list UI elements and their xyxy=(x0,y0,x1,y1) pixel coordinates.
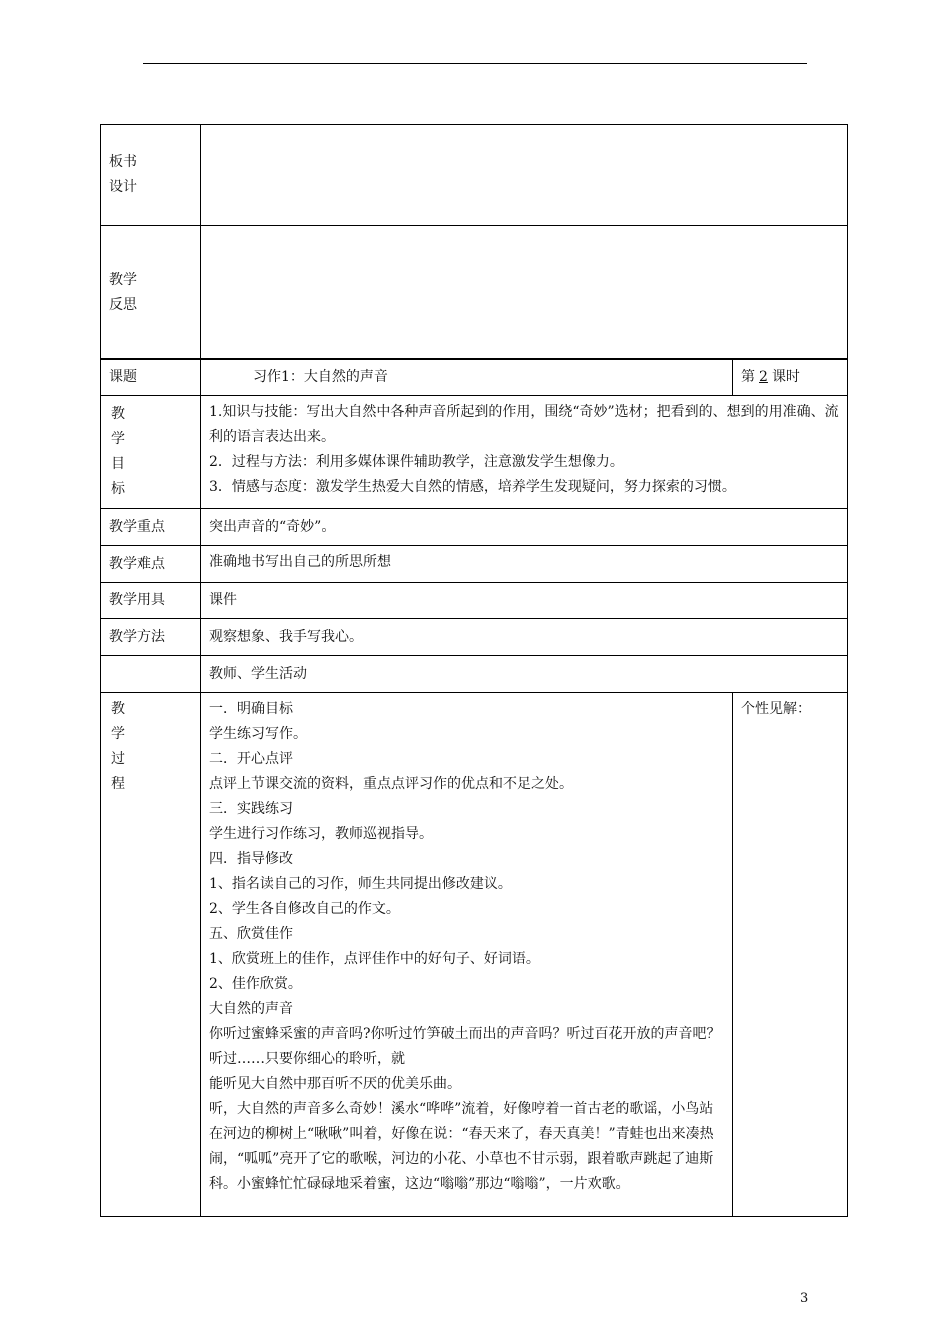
reflection-row xyxy=(101,226,848,360)
period-cell: 第 2 课时 xyxy=(733,359,848,396)
process-line: 2、学生各自修改自己的作文。 xyxy=(209,901,400,917)
objective-item: 2．过程与方法：利用多媒体课件辅助教学，注意激发学生想像力。 xyxy=(209,454,624,470)
objectives-label: 教 学 目 标 xyxy=(101,396,201,509)
board-design-label: 板书 设计 xyxy=(101,125,201,226)
process-line: 1、欣赏班上的佳作，点评佳作中的好句子、好词语。 xyxy=(209,951,540,967)
process-line: 三．实践练习 xyxy=(209,801,293,817)
objective-item: 3．情感与态度：激发学生热爱大自然的情感，培养学生发现疑问，努力探索的习惯。 xyxy=(209,479,736,495)
activity-header-row xyxy=(101,656,848,693)
process-line: 2、佳作欣赏。 xyxy=(209,976,302,992)
essay-paragraph: 能听见大自然中那百听不厌的优美乐曲。 xyxy=(209,1076,461,1092)
reflection-content xyxy=(201,226,848,360)
method-row xyxy=(101,619,848,656)
activity-header-label xyxy=(101,656,201,693)
reflection-label: 教学 反思 xyxy=(101,226,201,360)
process-content xyxy=(201,693,733,1217)
method-value: 观察想象、我手写我心。 xyxy=(201,619,848,656)
period-number: 2 xyxy=(759,368,768,385)
process-line: 学生练习写作。 xyxy=(209,726,307,742)
page-number: 3 xyxy=(800,1291,809,1306)
objectives-content xyxy=(201,396,848,509)
process-line: 四．指导修改 xyxy=(209,851,293,867)
personal-insight-cell xyxy=(733,693,848,1217)
difficulty-value: 准确地书写出自己的所思所想 xyxy=(201,546,848,583)
difficulty-row xyxy=(101,546,848,583)
board-design-content xyxy=(201,125,848,226)
objective-item: 1.知识与技能：写出大自然中各种声音所起到的作用，围绕“奇妙”选材；把看到的、想到的用准确、流利的语言表达出来。 xyxy=(209,404,839,445)
process-line: 1、指名读自己的习作，师生共同提出修改建议。 xyxy=(209,876,512,892)
tools-label: 教学用具 xyxy=(101,583,201,619)
process-line: 五、欣赏佳作 xyxy=(209,926,293,942)
difficulty-label: 教学难点 xyxy=(101,546,201,583)
process-line: 一．明确目标 xyxy=(209,701,293,717)
key-point-label: 教学重点 xyxy=(101,509,201,546)
activity-header-value: 教师、学生活动 xyxy=(201,656,848,693)
essay-title: 大自然的声音 xyxy=(209,1001,293,1017)
topic-row xyxy=(101,359,848,396)
tools-row xyxy=(101,583,848,619)
personal-insight-label: 个性见解： xyxy=(741,701,812,717)
lesson-plan-table xyxy=(100,358,848,1217)
tools-value: 课件 xyxy=(201,583,848,619)
process-row xyxy=(101,693,848,1217)
process-line: 二．开心点评 xyxy=(209,751,293,767)
essay-paragraph: 你听过蜜蜂采蜜的声音吗?你听过竹笋破土而出的声音吗？听过百花开放的声音吧？听过……只要你细心的聆听，就 xyxy=(209,1026,721,1067)
key-point-row xyxy=(101,509,848,546)
lesson-title: 习作1：大自然的声音 xyxy=(201,359,733,396)
board-design-row xyxy=(101,125,848,226)
header-rule xyxy=(143,63,807,64)
key-point-value: 突出声音的“奇妙”。 xyxy=(201,509,848,546)
topic-label: 课题 xyxy=(101,359,201,396)
process-line: 点评上节课交流的资料，重点点评习作的优点和不足之处。 xyxy=(209,776,573,792)
board-reflection-table xyxy=(100,124,848,360)
process-label: 教 学 过 程 xyxy=(101,693,201,1217)
essay-paragraph: 听，大自然的声音多么奇妙！溪水“哗哗”流着，好像哼着一首古老的歌谣，小鸟站在河边的柳树上“啾啾”叫着，好像在说：“春天来了，春天真美！”青蛙也出来凑热闹，“呱呱”亮开了它的歌喉，河边的小花、小草也不甘示弱，跟着歌声跳起了迪斯科。小蜜蜂忙忙碌碌地采着蜜，这边“嗡嗡”那边“嗡嗡”，一片欢歌。 xyxy=(209,1101,714,1192)
objectives-row xyxy=(101,396,848,509)
process-line: 学生进行习作练习，教师巡视指导。 xyxy=(209,826,433,842)
method-label: 教学方法 xyxy=(101,619,201,656)
